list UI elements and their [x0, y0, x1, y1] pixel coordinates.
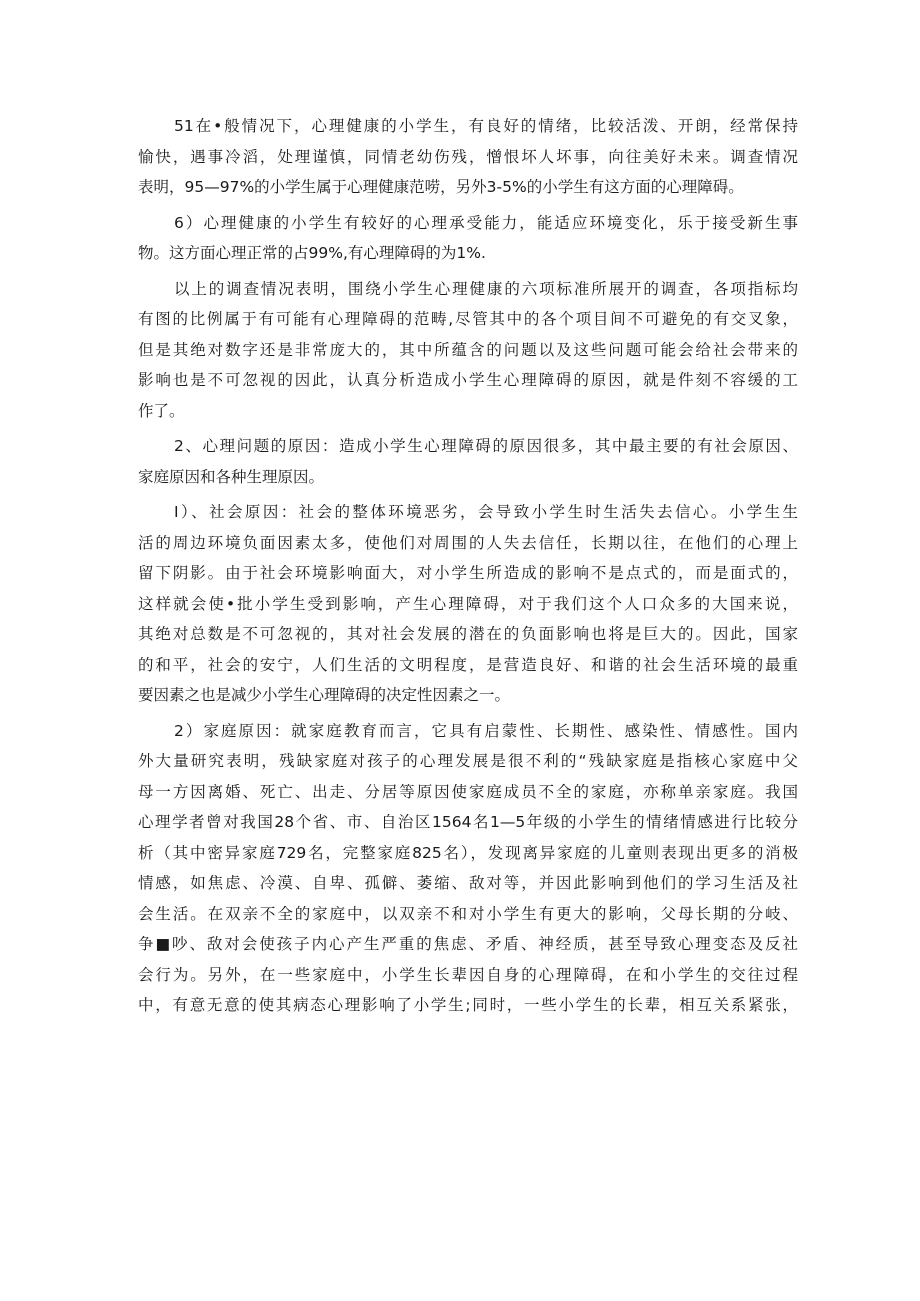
- text-line: 51在•般情况下，心理健康的小学生，有良好的情绪，比较活泼、开朗，经常保持: [174, 117, 798, 135]
- text-line: 家庭原因和各种生理原因。: [138, 467, 325, 486]
- text-line: 心理学者曾对我国28个省、市、自治区1564名1—5年级的小学生的情绪情感进行比较分: [138, 813, 798, 831]
- text-line: 活的周边环境负面因素太多，使他们对周围的人失去信任，长期以往，在他们的心理上: [138, 533, 798, 552]
- text-line: 析（其中密异家庭729名，完整家庭825名），发现离异家庭的儿童则表现出更多的消极: [138, 843, 798, 862]
- document-body: [138, 111, 798, 1026]
- text-line: 以上的调查情况表明，围绕小学生心理健康的六项标准所展开的调查，各项指标均: [174, 279, 798, 298]
- text-line: 愉快，遇事冷滔，处理谨慎，同情老幼伤残，憎恨坏人坏事，向往美好未来。调查情况: [138, 147, 798, 166]
- text-line: 表明，95—97%的小学生属于心理健康范唠，另外3-5%的小学生有这方面的心理障碍。: [138, 178, 744, 196]
- paragraph-social-causes: [138, 497, 798, 711]
- text-line: 这样就会使•批小学生受到影响，产生心理障碍，对于我们这个人口众多的大国来说，: [138, 594, 798, 613]
- text-line: 要因素之也是减少小学生心理障碍的决定性因素之一。: [138, 686, 511, 704]
- paragraph-stress-tolerance: [138, 208, 798, 269]
- text-line: 会生活。在双亲不全的家庭中，以双亲不和对小学生有更大的影响，父母长期的分岐、: [138, 904, 798, 923]
- text-line: 影响也是不可忽视的因此，认真分析造成小学生心理障碍的原因，就是件刻不容缓的工: [138, 371, 798, 389]
- text-line: 的和平，社会的安宁，人们生活的文明程度，是营造良好、和谐的社会生活环境的最重: [138, 655, 798, 674]
- paragraph-emotion: [138, 111, 798, 203]
- text-line: 会行为。另外，在一些家庭中，小学生长辈因自身的心理障碍，在和小学生的交往过程: [138, 965, 798, 984]
- paragraph-survey-summary: [138, 274, 798, 427]
- text-line: 争■吵、敌对会使孩子内心产生严重的焦虑、矛盾、神经质，甚至导致心理变态及反社: [138, 935, 798, 953]
- text-line: 中，有意无意的使其病态心理影响了小学生;同时，一些小学生的长辈，相互关系紧张，: [138, 996, 798, 1014]
- text-line: 6）心理健康的小学生有较好的心理承受能力，能适应环境变化，乐于接受新生事: [174, 213, 798, 232]
- text-line: 其绝对总数是不可忽视的，其对社会发展的潜在的负面影响也将是巨大的。因此，国家: [138, 625, 798, 643]
- text-line: 有图的比例属于有可能有心理障碍的范畴,尽管其中的各个项目间不可避免的有交叉象，: [138, 310, 798, 328]
- text-line: 作了。: [138, 401, 185, 420]
- text-line: 2、心理问题的原因：造成小学生心理障碍的原因很多，其中最主要的有社会原因、: [174, 437, 798, 455]
- text-line: 但是其绝对数字还是非常庞大的，其中所蕴含的问题以及这些问题可能会给社会带来的: [138, 340, 798, 359]
- text-line: 物。这方面心理正常的占99%,有心理障碍的为1%.: [138, 244, 486, 262]
- paragraph-causes-heading: [138, 431, 798, 492]
- text-line: I）、社会原因：社会的整体环境恶劣，会导致小学生时生活失去信心。小学生生: [174, 503, 798, 521]
- text-line: 情感，如焦虑、冷漠、自卑、孤僻、萎缩、敌对等，并因此影响到他们的学习生活及社: [138, 874, 798, 892]
- text-line: 母一方因离婚、死亡、出走、分居等原因使家庭成员不全的家庭，亦称单亲家庭。我国: [138, 782, 798, 801]
- text-line: 2）家庭原因：就家庭教育而言，它具有启蒙性、长期性、感染性、情感性。国内: [174, 721, 798, 740]
- text-line: 外大量研究表明，残缺家庭对孩子的心理发展是很不利的“残缺家庭是指核心家庭中父: [138, 752, 798, 770]
- paragraph-family-causes: [138, 716, 798, 1021]
- text-line: 留下阴影。由于社会环境影响面大，对小学生所造成的影响不是点式的，而是面式的，: [138, 564, 798, 582]
